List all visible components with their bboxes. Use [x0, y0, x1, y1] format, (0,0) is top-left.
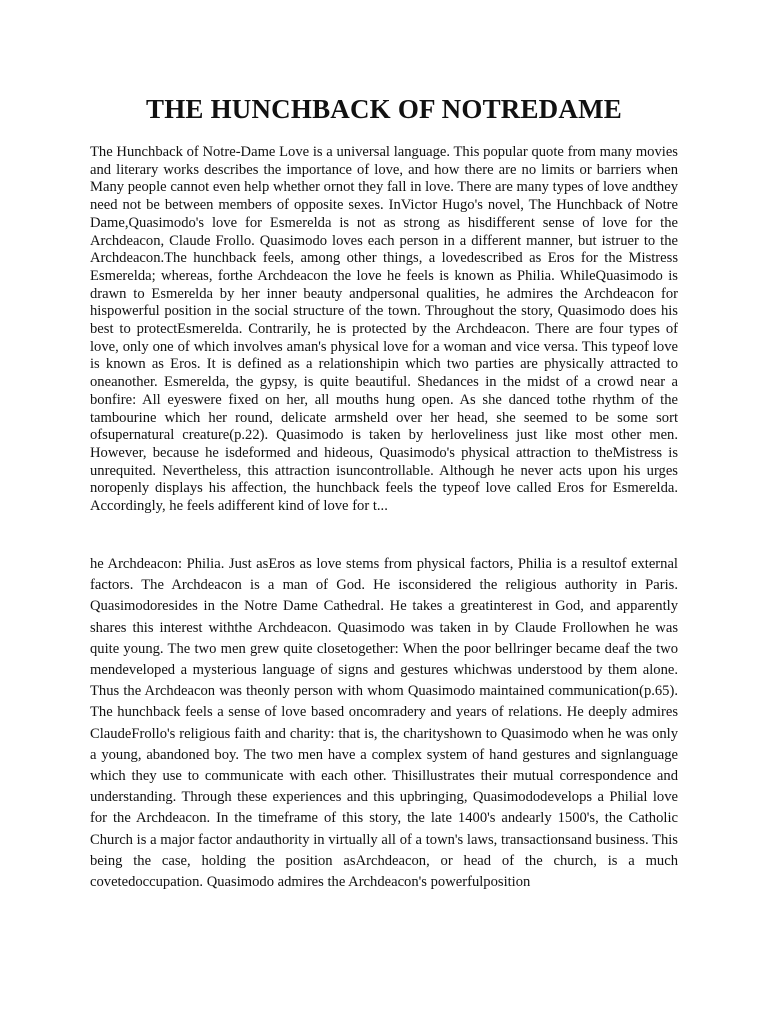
paragraph-2: he Archdeacon: Philia. Just asEros as love stems from physical factors, Philia is a resultof external factors. The Archdeacon is a man of God. He isconsidered the religious authority in Paris. Quasimodoresides in the Notre Dame Cathedral. He takes a greatinterest in God, and apparently shares this interest withthe Archdeacon. Quasimodo was taken in by Claude Frollowhen he was quite young. The two men grew quite closetogether: When the poor bellringer became deaf the two mendeveloped a mysterious language of signs and gestures whichwas understood by them alone. Thus the Archdeacon was theonly person with whom Quasimodo maintained communication(p.65). The hunchback feels a sense of love based oncomradery and years of relations. He deeply admires ClaudeFrollo's religious faith and charity: that is, the charityshown to Quasimodo when he was only a young, abandoned boy. The two men have a complex system of hand gestures and signlanguage which they use to communicate with each other. Thisillustrates their mutual correspondence and understanding. Through these experiences and this upbringing, Quasimododevelops a Philial love for the Archdeacon. In the timeframe of this story, the late 1400's andearly 1500's, the Catholic Church is a major factor andauthority in virtually all of a town's laws, transactionsand business. This being the case, holding the position asArchdeacon, or head of the church, is a much covetedoccupation. Quasimodo admires the Archdeacon's powerfulposition [90, 556, 678, 891]
document-title: THE HUNCHBACK OF NOTREDAME [146, 94, 622, 124]
paragraph-1: The Hunchback of Notre-Dame Love is a universal language. This popular quote from many movies and literary works describes the importance of love, and how there are no limits or barriers when Many people cannot even help whether ornot they fall in love. There are many types of love andthey need not be between members of opposite sexes. InVictor Hugo's novel, The Hunchback of Notre Dame,Quasimodo's love for Esmerelda is not as strong as hisdifferent sense of love for the Archdeacon, Claude Frollo. Quasimodo loves each person in a different manner, but istruer to the Archdeacon.The hunchback feels, among other things, a lovedescribed as Eros for the Mistress Esmerelda; whereas, forthe Archdeacon the love he feels is known as Philia. WhileQuasimodo is drawn to Esmerelda by her inner beauty andpersonal qualities, he admires the Archdeacon for hispowerful position in the social structure of the town. Throughout the story, Quasimodo does his best to protectEsmerelda. Contrarily, he is protected by the Archdeacon. There are four types of love, only one of which involves aman's physical love for a woman and vice versa. This typeof love is known as Eros. It is defined as a relationshipin which two parties are physically attracted to oneanother. Esmerelda, the gypsy, is quite beautiful. Shedances in the midst of a crowd near a bonfire: All eyeswere fixed on her, all mouths hung open. As she danced tothe rhythm of the tambourine which her round, delicate armsheld over her head, she seemed to be some sort ofsupernatural creature(p.22). Quasimodo is taken by herloveliness just like most other men. However, because he isdeformed and hideous, Quasimodo's physical attraction to theMistress is unrequited. Nevertheless, this attraction isuncontrollable. Although he never acts upon his urges noropenly displays his affection, the hunchback feels the typeof love called Eros for Esmerelda. Accordingly, he feels adifferent kind of love for t... [90, 144, 678, 515]
